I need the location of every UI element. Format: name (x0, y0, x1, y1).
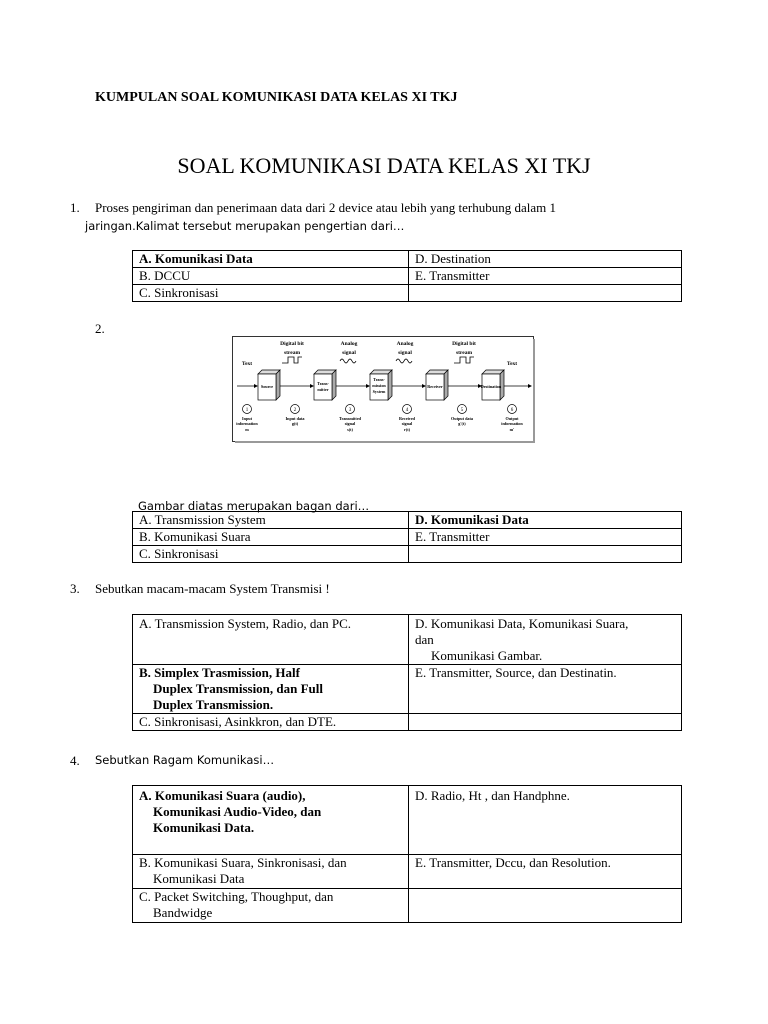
option-empty (409, 546, 682, 563)
bottom-label-1c: m (245, 427, 249, 432)
table-row (133, 855, 682, 889)
option-d (409, 615, 682, 665)
label-text-right: Text (506, 361, 518, 367)
label-signal-2: signal (398, 350, 412, 356)
bottom-label-2b: g(t) (291, 421, 299, 426)
step-number-4: 4 (405, 408, 409, 413)
question-2-options (132, 511, 682, 563)
question-1-options (132, 250, 682, 302)
question-3-number: 3. (70, 581, 80, 596)
bottom-label-6c: m' (509, 427, 515, 432)
step-number-6: 6 (510, 408, 514, 413)
label-signal-1: signal (342, 350, 356, 356)
option-c-line-1: C. Packet Switching, Thoughput, dan (139, 889, 334, 904)
option-b: B. Komunikasi Suara (133, 529, 409, 546)
option-b (133, 855, 409, 889)
option-a: A. Transmission System (133, 512, 409, 529)
bottom-label-4c: r(t) (403, 427, 411, 432)
bottom-label-3c: s(t) (347, 427, 353, 432)
table-row (133, 546, 682, 563)
step-number-5: 5 (460, 408, 464, 413)
option-c: C. Sinkronisasi (133, 546, 409, 563)
label-stream-2: stream (455, 350, 473, 356)
question-1-number: 1. (70, 200, 80, 215)
box-receiver: Receiver (427, 384, 443, 389)
option-empty (409, 714, 682, 731)
option-d-line-2: dan (415, 632, 434, 647)
box-transmission-system-3: System (372, 389, 386, 394)
table-row (133, 889, 682, 923)
option-a-line-3: Komunikasi Data. (153, 820, 255, 835)
option-a-line-1: A. Komunikasi Suara (audio), (139, 788, 306, 803)
label-stream-1: stream (283, 350, 301, 356)
option-e: E. Transmitter (409, 268, 682, 285)
bottom-label-2a: Input data (285, 416, 305, 421)
option-empty (409, 889, 682, 923)
label-text-left: Text (241, 361, 253, 367)
step-number-1: 1 (245, 408, 249, 413)
option-a: A. Transmission System, Radio, dan PC. (133, 615, 409, 665)
option-e: E. Transmitter (409, 529, 682, 546)
question-1-line-2: jaringan.Kalimat tersebut merupakan pengertian dari… (85, 219, 405, 233)
question-4-text: Sebutkan Ragam Komunikasi… (95, 753, 275, 767)
communication-block-diagram (232, 336, 535, 443)
option-b-line-2: Duplex Transmission, dan Full (153, 681, 324, 696)
box-transmission-system-1: Trans- (373, 377, 385, 382)
option-c: C. Sinkronisasi (133, 285, 409, 302)
option-d: D. Radio, Ht , dan Handphne. (409, 786, 682, 855)
option-a: A. Komunikasi Data (133, 251, 409, 268)
box-transmission-system-2: mission (372, 383, 386, 388)
label-digital-bit-1: Digital bit (280, 341, 304, 347)
label-analog-2: Analog (396, 341, 414, 347)
question-4-options (132, 785, 682, 923)
option-a-line-2: Komunikasi Audio-Video, dan (153, 804, 322, 819)
option-empty (409, 285, 682, 302)
option-d: D. Destination (409, 251, 682, 268)
step-number-3: 3 (348, 408, 352, 413)
option-b-line-1: B. Simplex Trasmission, Half (139, 665, 300, 680)
table-row (133, 285, 682, 302)
option-e: E. Transmitter, Source, dan Destinatin. (409, 665, 682, 714)
bottom-label-3b: signal (344, 421, 356, 426)
table-row (133, 665, 682, 714)
table-row (133, 714, 682, 731)
label-analog-1: Analog (340, 341, 358, 347)
question-2-number: 2. (95, 321, 105, 336)
bottom-label-5b: g'(t) (458, 421, 466, 426)
option-b: B. DCCU (133, 268, 409, 285)
table-row (133, 529, 682, 546)
bottom-label-1b: information (236, 421, 258, 426)
option-e: E. Transmitter, Dccu, dan Resolution. (409, 855, 682, 889)
bottom-label-5a: Output data (451, 416, 473, 421)
option-b-line-3: Duplex Transmission. (153, 697, 274, 712)
option-d: D. Komunikasi Data (409, 512, 682, 529)
bottom-label-4a: Received (398, 416, 416, 421)
option-b (133, 665, 409, 714)
option-c: C. Sinkronisasi, Asinkkron, dan DTE. (133, 714, 409, 731)
document-header: KUMPULAN SOAL KOMUNIKASI DATA KELAS XI TKJ (95, 90, 458, 105)
bottom-label-4b: signal (401, 421, 413, 426)
bottom-label-6a: Output (505, 416, 519, 421)
step-number-2: 2 (293, 408, 297, 413)
option-d-line-1: D. Komunikasi Data, Komunikasi Suara, (415, 616, 629, 631)
table-row (133, 268, 682, 285)
table-row (133, 786, 682, 855)
option-d-line-3: Komunikasi Gambar. (431, 648, 543, 663)
table-row (133, 251, 682, 268)
table-row (133, 615, 682, 665)
option-c (133, 889, 409, 923)
bottom-label-1a: Input (241, 416, 253, 421)
page-title: SOAL KOMUNIKASI DATA KELAS XI TKJ (177, 153, 591, 178)
box-source: Source (260, 384, 274, 389)
question-3-text: Sebutkan macam-macam System Transmisi ! (95, 581, 330, 596)
question-3-options (132, 614, 682, 731)
question-2-caption: Gambar diatas merupakan bagan dari… (138, 499, 370, 513)
bottom-label-6b: information (501, 421, 523, 426)
question-4-number: 4. (70, 753, 80, 768)
question-1-line-1: Proses pengiriman dan penerimaan data dari 2 device atau lebih yang terhubung dalam 1 (95, 200, 556, 215)
option-b-line-2: Komunikasi Data (153, 871, 245, 886)
table-row (133, 512, 682, 529)
option-b-line-1: B. Komunikasi Suara, Sinkronisasi, dan (139, 855, 347, 870)
option-a (133, 786, 409, 855)
box-transmitter-1: Trans- (317, 381, 329, 386)
box-destination: Destination (480, 384, 502, 389)
bottom-label-3a: Transmitted (338, 416, 362, 421)
box-transmitter-2: mitter (317, 387, 329, 392)
label-digital-bit-2: Digital bit (452, 341, 476, 347)
option-c-line-2: Bandwidge (153, 905, 213, 920)
